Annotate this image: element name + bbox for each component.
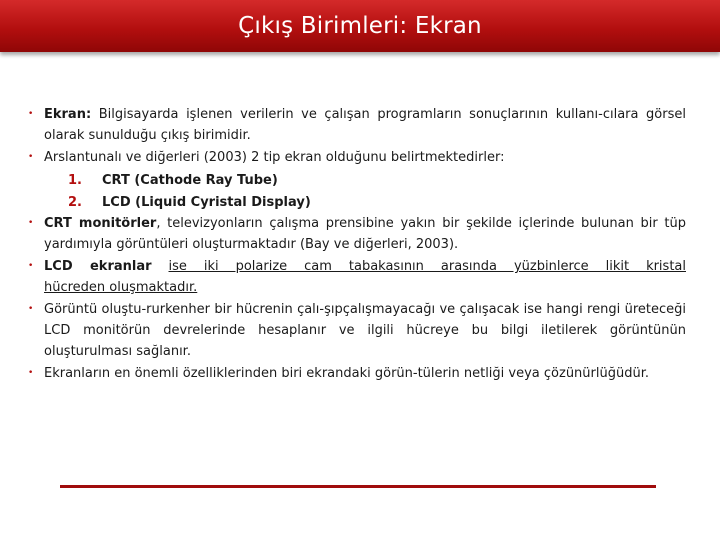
bullet-item-ekran [28, 104, 686, 146]
bullet-icon: • [28, 261, 34, 271]
bullet-text [44, 256, 686, 298]
bullet-icon: • [28, 304, 34, 314]
bullet-line-2: hücreden oluşmaktadır. [44, 280, 198, 295]
bullet-list [28, 104, 686, 385]
bullet-body: Ekranların en önemli özelliklerinden biri ekrandaki görün-tülerin netliği veya çözünürlüğüdür. [44, 366, 650, 381]
sub-item-crt [28, 169, 686, 191]
bullet-text [44, 213, 686, 255]
sub-item-number: 2. [68, 194, 82, 210]
bullet-underlined-text: ise iki polarize cam tabakasının arasında yüzbinlerce likit kristal [168, 259, 686, 274]
bullet-item-tip [28, 147, 686, 168]
bullet-line-1 [44, 256, 686, 277]
sub-item-text: CRT (Cathode Ray Tube) [102, 172, 278, 188]
bullet-lead: LCD ekranlar [44, 259, 152, 274]
slide-title: Çıkış Birimleri: Ekran [238, 13, 482, 39]
sub-item-number: 1. [68, 172, 82, 188]
bullet-item-goruntu [28, 299, 686, 362]
bullet-icon: • [28, 218, 34, 228]
sub-item-text: LCD (Liquid Cyristal Display) [102, 194, 311, 210]
bullet-body: Arslantunalı ve diğerleri (2003) 2 tip ekran olduğunu belirtmektedirler: [44, 150, 505, 165]
bullet-icon: • [28, 109, 34, 119]
bullet-item-lcd [28, 256, 686, 298]
bullet-body: Görüntü oluştu-rurkenher bir hücrenin çalı-şıpçalışmayacağı ve çalışacak ise hangi rengi üreteceği LCD monitörün devrelerinde hesaplanır ve ilgili hücreye bu bilgi iletilerek görüntünün oluşturulması sağlanır. [44, 302, 686, 359]
footer-divider [60, 485, 656, 488]
bullet-lead: CRT monitörler [44, 216, 157, 231]
bullet-icon: • [28, 368, 34, 378]
bullet-body: , televizyonların çalışma prensibine yakın bir şekilde içlerinde bulunan bir tüp yardımıyla görüntüleri oluşturmaktadır (Bay ve diğerleri, 2003). [44, 216, 686, 252]
sub-item-lcd [28, 191, 686, 213]
bullet-text [44, 104, 686, 146]
title-bar [0, 0, 720, 52]
bullet-icon: • [28, 152, 34, 162]
bullet-item-crt [28, 213, 686, 255]
bullet-body: Bilgisayarda işlenen verilerin ve çalışan programların sonuçlarının kullanı-cılara görsel olarak sunulduğu çıkış birimidir. [44, 107, 686, 143]
bullet-lead: Ekran: [44, 107, 92, 122]
bullet-item-cozunurluk [28, 363, 686, 384]
